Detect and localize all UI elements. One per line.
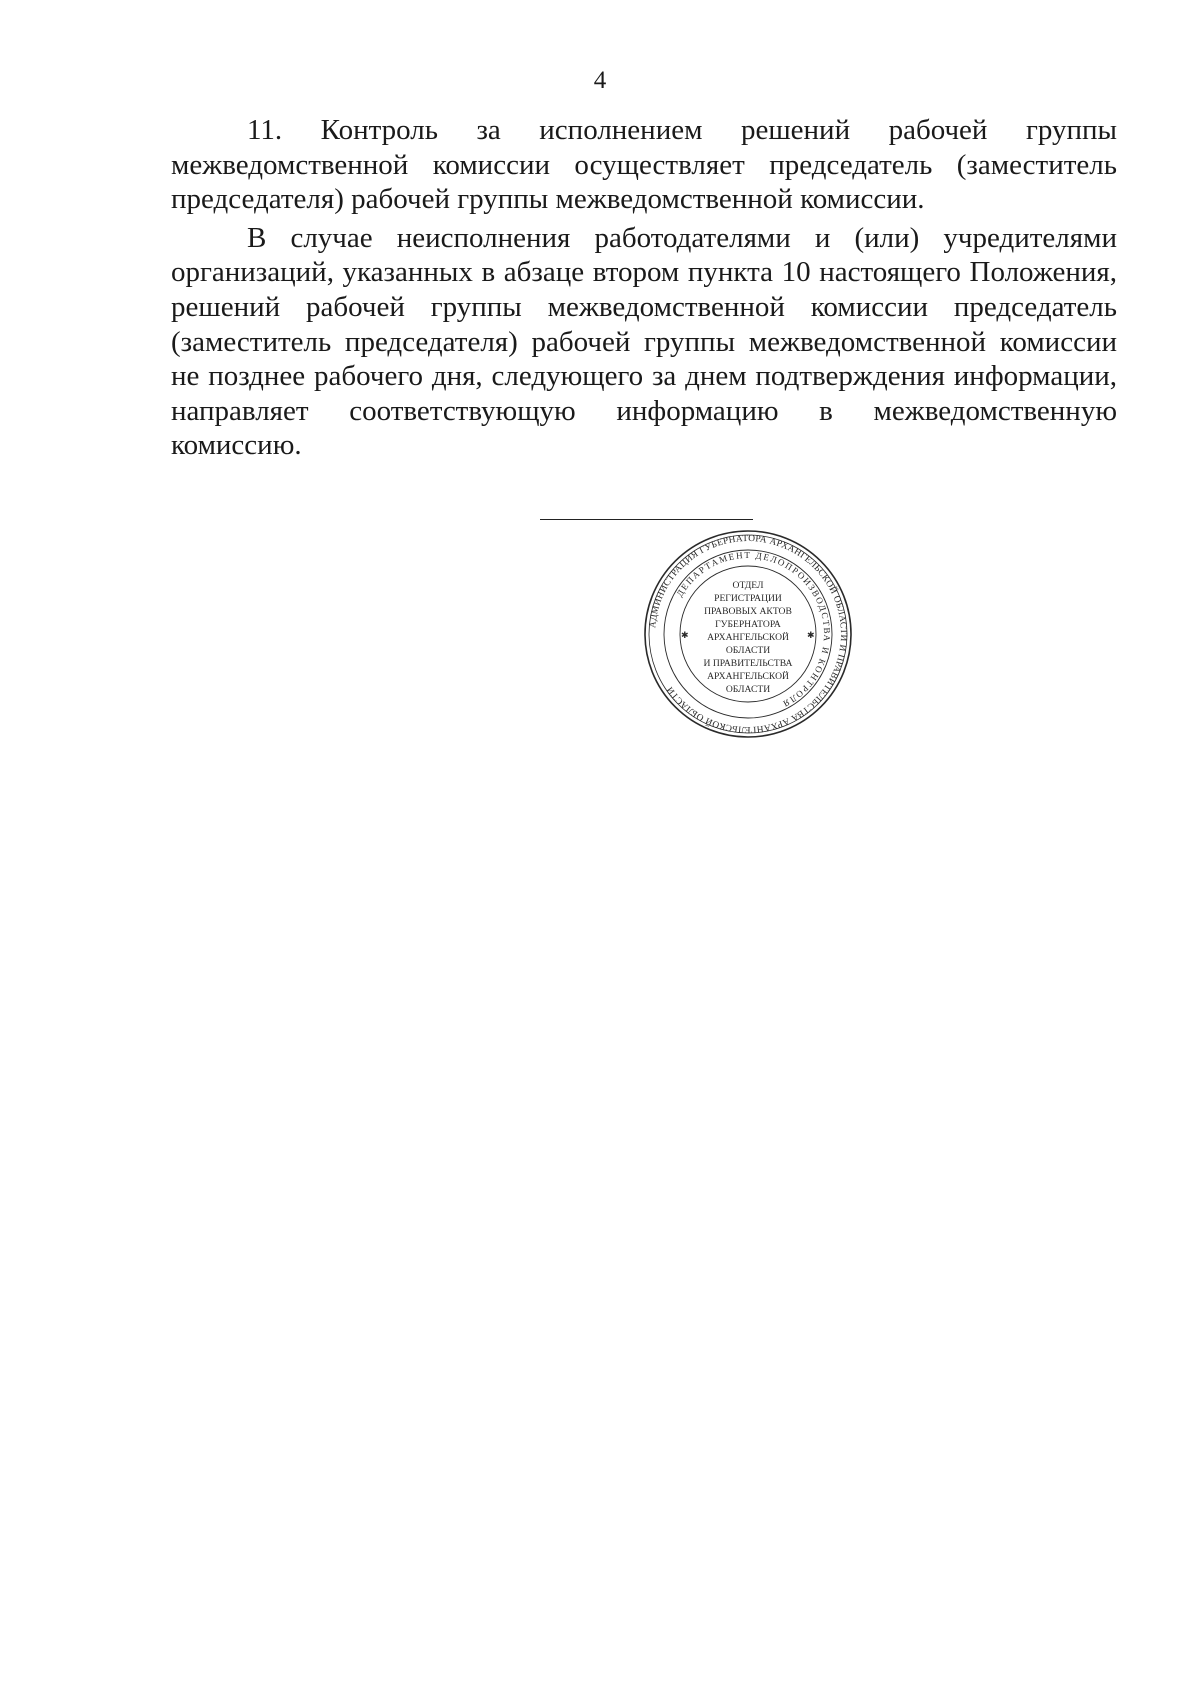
seal-inner-ring-text: ДЕПАРТАМЕНТ ДЕЛОПРОИЗВОДСТВА И КОНТРОЛЯ — [674, 549, 833, 710]
seal-center-line: АРХАНГЕЛЬСКОЙ — [707, 671, 789, 682]
seal-graphic — [643, 529, 853, 739]
paragraph-non-compliance: В случае неисполнения работодателями и (или) учредителями организаций, указанных в абзаце втором пункта 10 настоящего Положения, решений рабочей группы межведомственной комиссии председатель (заместитель председателя) рабочей группы межведомственной комиссии не позднее рабочего дня, следующего за днем подтверждения информации, направляет соответствующую информацию в межведомственную комиссию. — [171, 221, 1117, 462]
seal-center-line: ОБЛАСТИ — [725, 645, 771, 656]
seal-center-line: АРХАНГЕЛЬСКОЙ — [707, 632, 789, 643]
seal-center-line: ОБЛАСТИ — [725, 684, 771, 695]
page-number: 4 — [593, 67, 607, 94]
seal-center-line: РЕГИСТРАЦИИ — [714, 593, 782, 604]
seal-center-line: ОТДЕЛ — [732, 580, 764, 591]
seal-star-left: ✱ — [681, 631, 689, 641]
seal-center-text — [704, 580, 793, 695]
paragraph-11: 11. Контроль за исполнением решений рабочей группы межведомственной комиссии осуществляет председатель (заместитель председателя) рабочей группы межведомственной комиссии. — [171, 114, 1117, 216]
seal-center-line: ГУБЕРНАТОРА — [715, 619, 781, 630]
seal-outer-ring-text: АДМИНИСТРАЦИЯ ГУБЕРНАТОРА АРХАНГЕЛЬСКОЙ ОБЛАСТИ И ПРАВИТЕЛЬСТВА АРХАНГЕЛЬСКОЙ ОБЛАСТИ — [648, 533, 849, 735]
end-of-document-line — [540, 519, 753, 520]
seal-center-line: И ПРАВИТЕЛЬСТВА — [703, 658, 793, 669]
seal-star-right: ✱ — [807, 631, 815, 641]
seal-center-line: ПРАВОВЫХ АКТОВ — [704, 606, 792, 617]
document-body — [171, 113, 1117, 463]
official-seal-stamp — [643, 529, 853, 739]
